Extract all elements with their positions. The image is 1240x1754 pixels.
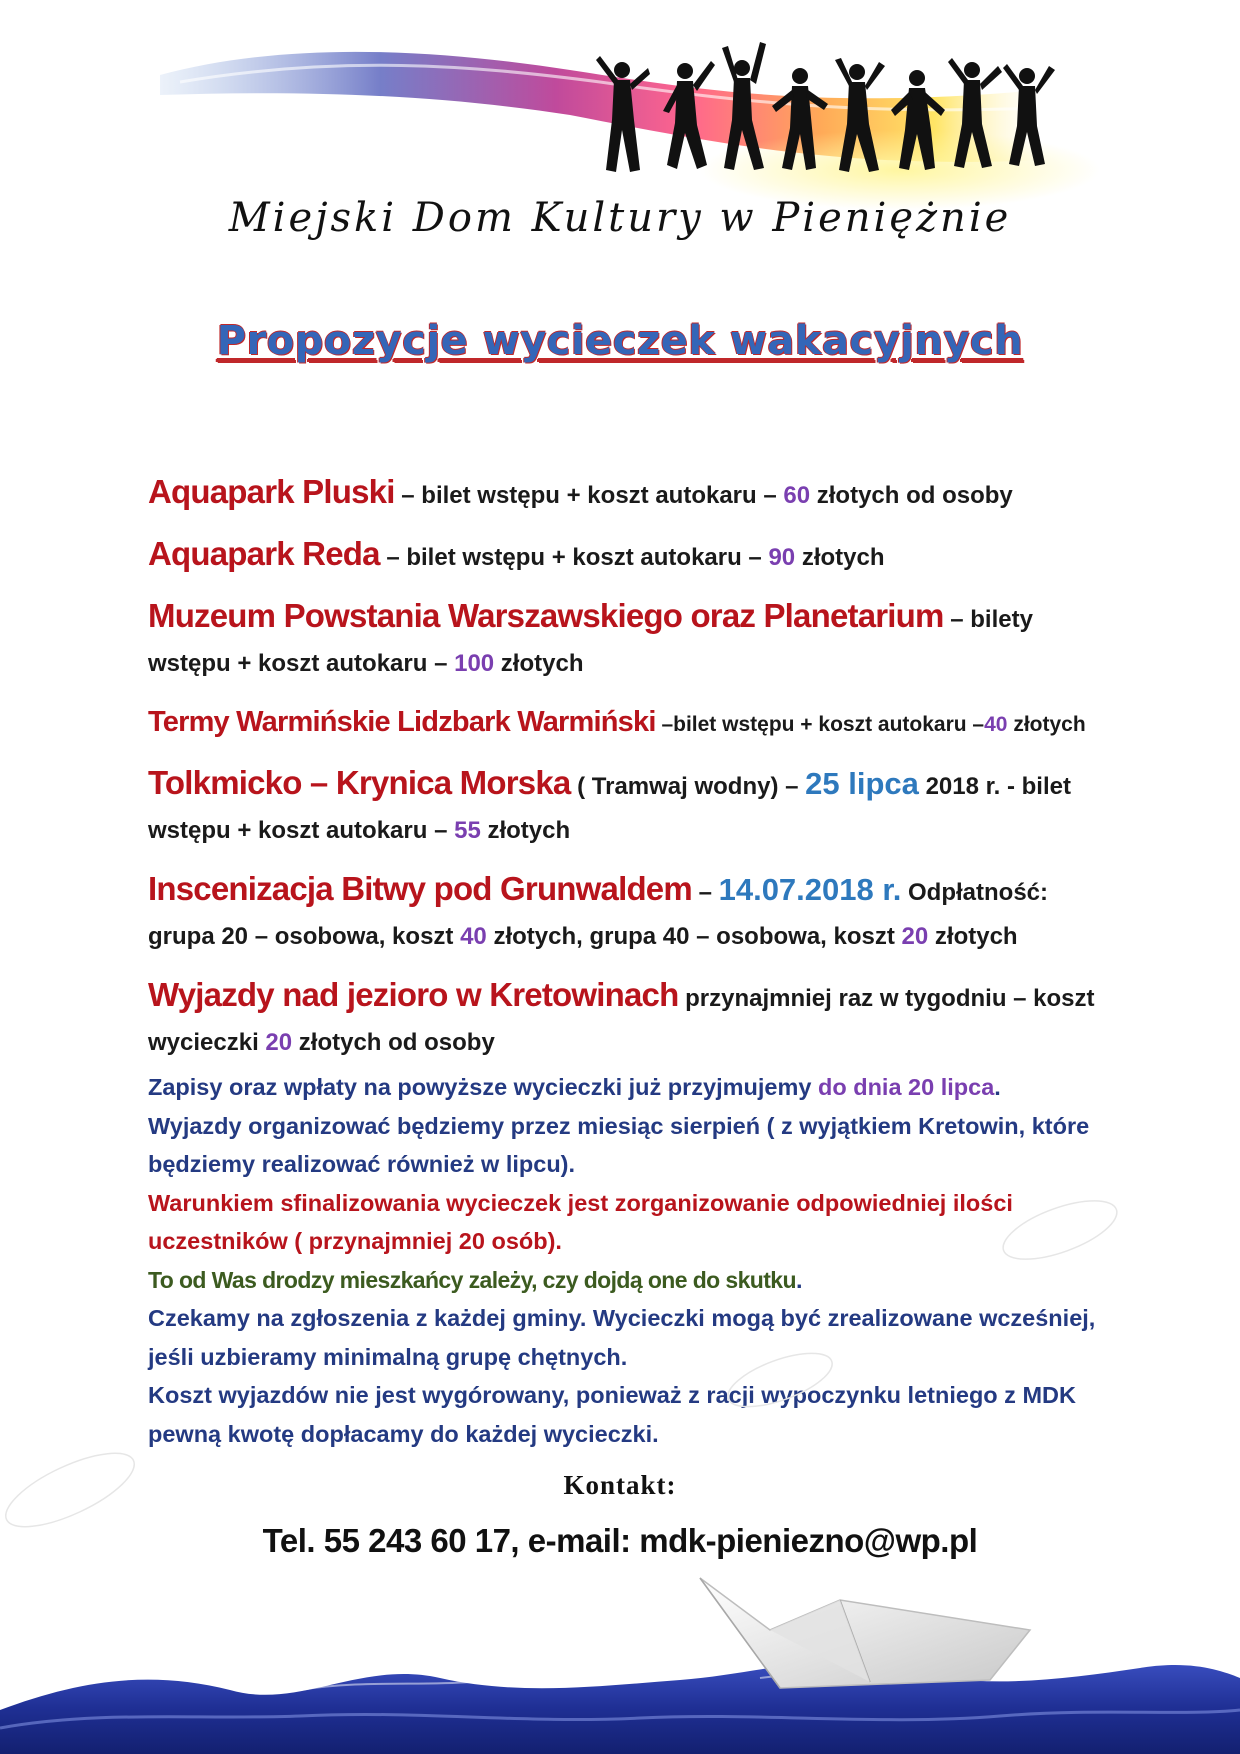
trip-name: Aquapark Pluski bbox=[148, 473, 395, 510]
trip-item bbox=[148, 470, 1098, 518]
trip-details: 2018 r. - bilet wstępu + koszt autokaru – bbox=[148, 773, 1071, 844]
trip-details: złotych od osoby bbox=[292, 1029, 495, 1056]
organization-name: Miejski Dom Kultury w Pieniężnie bbox=[228, 195, 1012, 241]
trip-item bbox=[148, 700, 1098, 747]
trip-details: złotych, grupa 40 – osobowa, koszt bbox=[486, 923, 902, 950]
note-line: Czekamy na zgłoszenia z każdej gminy. Wycieczki mogą być zrealizowane wcześniej, jeśli uzbieramy minimalną grupę chętnych. bbox=[148, 1305, 1096, 1370]
deadline-text: do dnia 20 lipca bbox=[817, 1074, 995, 1100]
note-line: Wyjazdy organizować będziemy przez miesiąc sierpień ( z wyjątkiem Kretowin, które będziemy realizować również w lipcu). bbox=[148, 1112, 1090, 1177]
trip-details: – bilet wstępu + koszt autokaru – bbox=[379, 544, 769, 571]
trip-price: 55 bbox=[454, 817, 481, 844]
trip-details: złotych bbox=[480, 817, 571, 844]
trip-item bbox=[148, 532, 1098, 580]
note-text: . bbox=[994, 1074, 1001, 1100]
trip-name: Muzeum Powstania Warszawskiego oraz Planetarium bbox=[148, 597, 944, 634]
trip-details: ( Tramwaj wodny) – bbox=[570, 773, 806, 800]
trip-date: 14.07.2018 r. bbox=[718, 872, 902, 907]
trip-price: 90 bbox=[768, 544, 796, 571]
trip-list bbox=[148, 470, 1098, 1065]
page-title: Propozycje wycieczek wakacyjnych bbox=[216, 318, 1024, 364]
trip-details: złotych bbox=[494, 650, 584, 677]
note-line bbox=[148, 1068, 1098, 1107]
note-text: To od Was drodzy mieszkańcy zależy, czy dojdą one do skutku bbox=[148, 1266, 796, 1293]
trip-name: Aquapark Reda bbox=[148, 535, 380, 572]
trip-details: – bilet wstępu + koszt autokaru – bbox=[394, 482, 784, 509]
notes-block bbox=[148, 1068, 1098, 1453]
trip-price: 40 bbox=[460, 923, 487, 950]
note-line: Koszt wyjazdów nie jest wygórowany, ponieważ z racji wypoczynku letniego z MDK pewną kwotę dopłacamy do każdej wycieczki. bbox=[148, 1382, 1076, 1447]
note-text: . bbox=[795, 1266, 803, 1293]
trip-details: złotych bbox=[928, 923, 1018, 950]
trip-item bbox=[148, 973, 1098, 1065]
trip-details: złotych od osoby bbox=[810, 482, 1013, 509]
trip-details: –bilet wstępu + koszt autokaru – bbox=[655, 713, 985, 736]
note-line bbox=[148, 1261, 1098, 1300]
trip-price: 60 bbox=[783, 482, 811, 509]
note-line: Warunkiem sfinalizowania wycieczek jest zorganizowanie odpowiedniej ilości uczestników ( przynajmniej 20 osób). bbox=[148, 1189, 1013, 1254]
trip-name: Inscenizacja Bitwy pod Grunwaldem bbox=[148, 870, 692, 907]
trip-price: 100 bbox=[454, 650, 495, 677]
trip-item bbox=[148, 867, 1098, 959]
trip-details: przynajmniej raz w tygodniu – koszt wycieczki bbox=[148, 985, 1095, 1056]
trip-details: złotych bbox=[1007, 713, 1086, 736]
trip-details: – bbox=[691, 879, 719, 906]
trip-details: Odpłatność: grupa 20 – osobowa, koszt bbox=[148, 879, 1048, 950]
dancers-banner-image bbox=[140, 20, 1100, 210]
contact-details: Tel. 55 243 60 17, e-mail: mdk-pieniezno@wp.pl bbox=[262, 1522, 978, 1559]
trip-details: złotych bbox=[795, 544, 885, 571]
trip-price: 40 bbox=[984, 713, 1008, 736]
trip-name: Tolkmicko – Krynica Morska bbox=[148, 764, 571, 801]
trip-item bbox=[148, 761, 1098, 853]
trip-price: 20 bbox=[901, 923, 929, 950]
trip-details: – bilety wstępu + koszt autokaru – bbox=[148, 606, 1033, 677]
trip-name: Wyjazdy nad jezioro w Kretowinach bbox=[148, 976, 679, 1013]
trip-name: Termy Warmińskie Lidzbark Warmiński bbox=[148, 706, 656, 738]
note-text: Zapisy oraz wpłaty na powyższe wycieczki już przyjmujemy bbox=[148, 1074, 818, 1100]
trip-date: 25 lipca bbox=[805, 766, 919, 801]
trip-price: 20 bbox=[265, 1029, 293, 1056]
contact-label: Kontakt: bbox=[563, 1470, 677, 1500]
trip-item bbox=[148, 594, 1098, 686]
paper-boat-waves-image bbox=[0, 1560, 1240, 1754]
